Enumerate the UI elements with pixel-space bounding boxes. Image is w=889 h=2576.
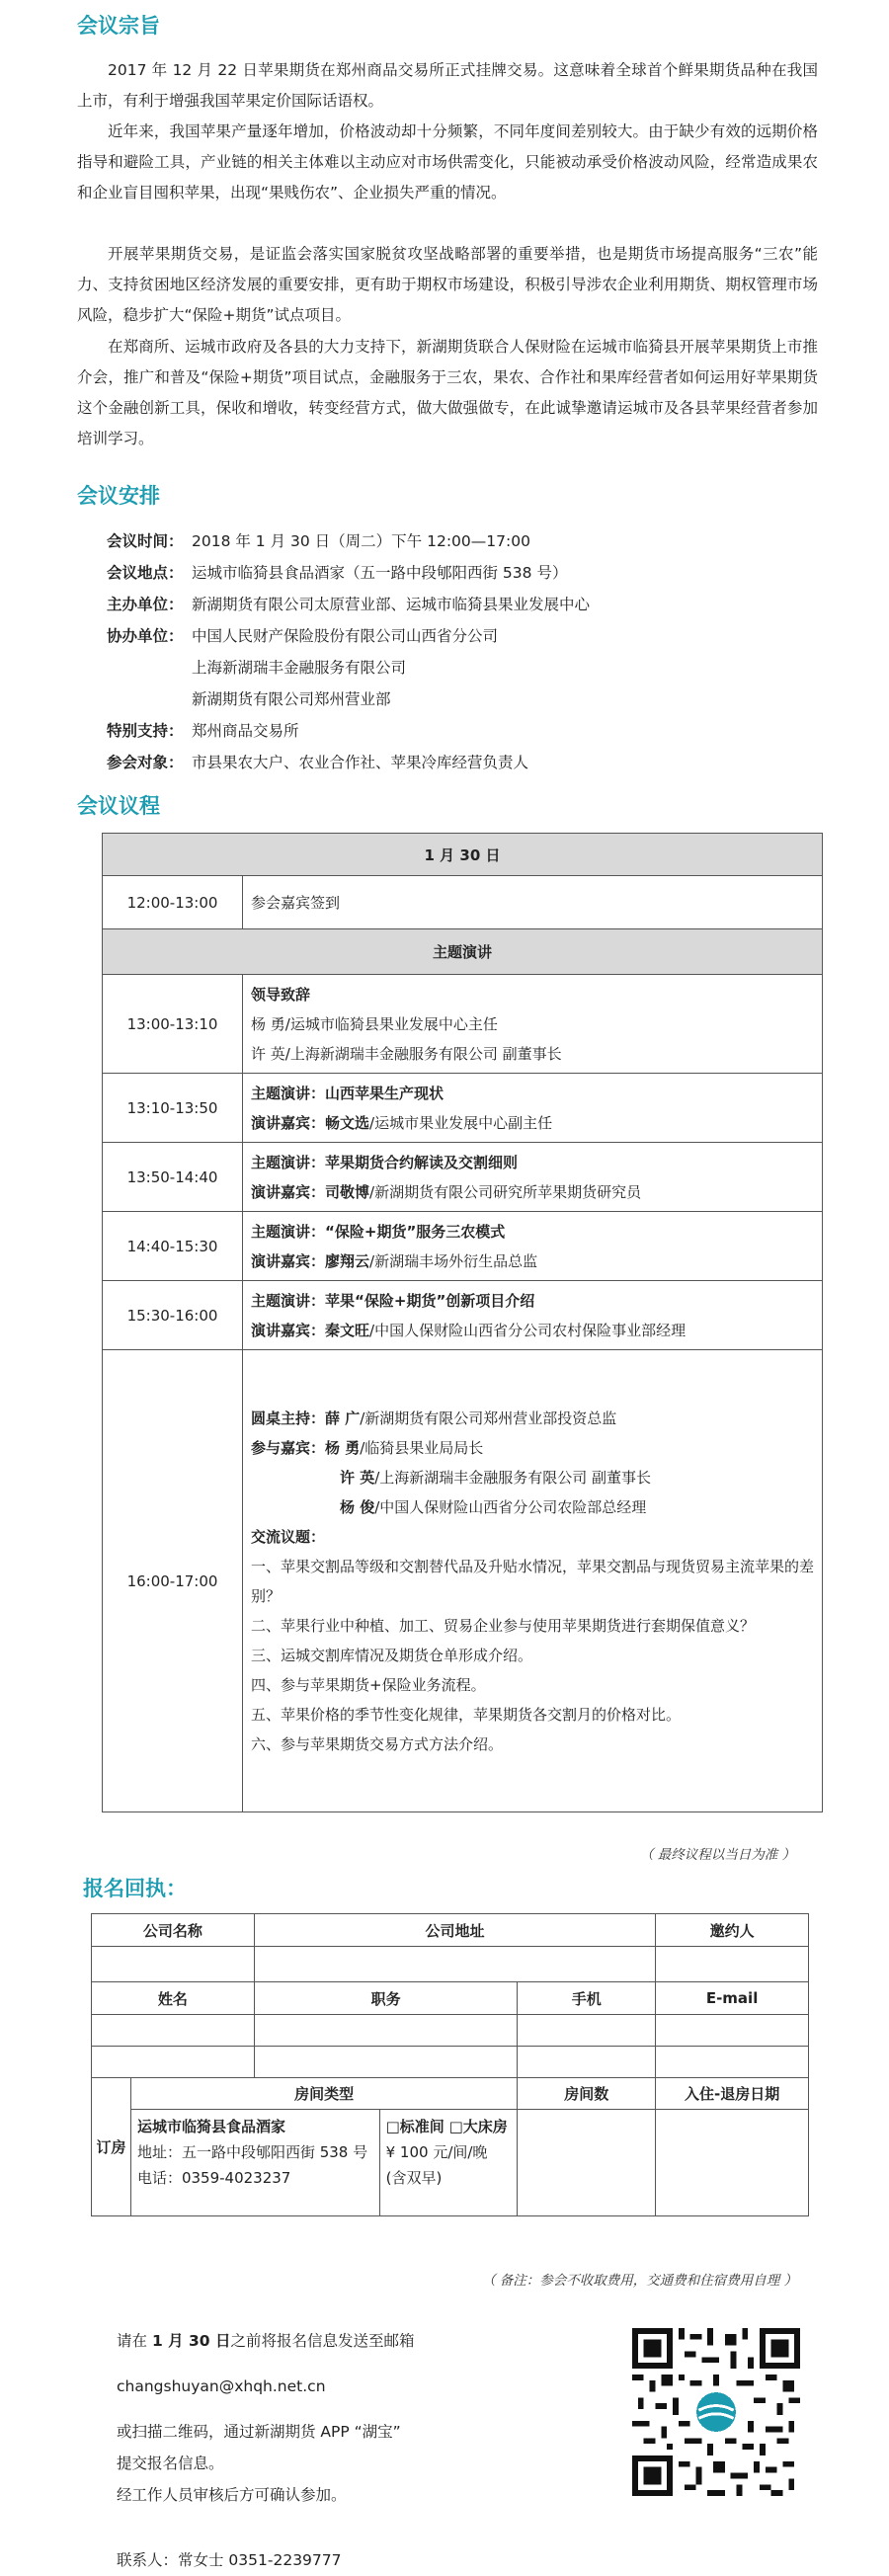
inviter-field[interactable]: [656, 1947, 809, 1982]
room-count-field[interactable]: [518, 2110, 656, 2216]
place-label: 会议地点：: [107, 564, 184, 582]
agenda-time: 15:30-16:00: [103, 1281, 243, 1350]
footer-instructions: 请在 1 月 30 日之前将报名信息发送至邮箱 changshuyan@xhqh.net.cn 或扫描二维码，通过新湖期货 APP “湖宝” 提交报名信息。 经工作人员审核后方可确认参加。 联系人：常女士 0351-2239777: [117, 2325, 415, 2576]
room-type-header: 房间类型: [130, 2078, 517, 2110]
email-field[interactable]: [656, 2047, 809, 2078]
phone-header: 手机: [518, 1982, 656, 2015]
support-value: 郑州商品交易所: [192, 722, 299, 740]
audience-value: 市县果农大户、农业合作社、苹果冷库经营负责人: [192, 754, 529, 771]
host-value: 新湖期货有限公司太原营业部、运城市临猗县果业发展中心: [192, 596, 591, 613]
purpose-paragraph-1: 2017 年 12 月 22 日苹果期货在郑州商品交易所正式挂牌交易。这意味着全球首个鲜果期货品种在我国上市，有利于增强我国苹果定价国际话语权。: [77, 61, 818, 110]
checkin-field[interactable]: [656, 2110, 809, 2216]
hotel-info: 运城市临猗县食品酒家 地址：五一路中段郇阳西街 538 号 电话：0359-4023237: [130, 2110, 379, 2216]
time-label: 会议时间：: [107, 532, 184, 550]
purpose-paragraph-4: 在郑商所、运城市政府及各县的大力支持下，新湖期货联合人保财险在运城市临猗县开展苹果期货上市推介会，推广和普及“保险+期货”项目试点，金融服务于三农，果农、合作社和果库经营者如何运用好苹果期货这个金融创新工具，保收和增收，转变经营方式，做大做强做专，在此诚挚邀请运城市及各县苹果经营者参加培训学习。: [77, 338, 818, 447]
phone-field[interactable]: [518, 2015, 656, 2047]
agenda-time: 16:00-17:00: [103, 1350, 243, 1812]
co-organizer-2: 上海新湖瑞丰金融服务有限公司: [192, 659, 407, 677]
support-label: 特别支持：: [107, 722, 184, 740]
agenda-time: 13:10-13:50: [103, 1074, 243, 1143]
agenda-time: 13:50-14:40: [103, 1143, 243, 1212]
company-address-header: 公司地址: [254, 1914, 655, 1947]
phone-field[interactable]: [518, 2047, 656, 2078]
purpose-paragraph-2: 近年来，我国苹果产量逐年增加，价格波动却十分频繁，不同年度间差别较大。由于缺少有效的远期价格指导和避险工具，产业链的相关主体难以主动应对市场供需变化，只能被动承受价格波动风险，经常造成果农和企业盲目囤积苹果，出现“果贱伤农”、企业损失严重的情况。: [77, 122, 818, 201]
purpose-paragraph-3: 开展苹果期货交易，是证监会落实国家脱贫攻坚战略部署的重要举措，也是期货市场提高服务“三农”能力、支持贫困地区经济发展的重要安排，更有助于期权市场建设，积极引导涉农企业利用期货、期权管理市场风险，稳步扩大“保险+期货”试点项目。: [77, 245, 818, 324]
section-title-registration: 报名回执：: [83, 1877, 187, 1900]
name-field[interactable]: [92, 2047, 255, 2078]
audience-label: 参会对象：: [107, 754, 184, 771]
co-organizer-1: 中国人民财产保险股份有限公司山西省分公司: [192, 627, 499, 645]
place-value: 运城市临猗县食品酒家（五一路中段郇阳西街 538 号）: [192, 564, 568, 582]
position-header: 职务: [254, 1982, 518, 2015]
agenda-session-2: 主题演讲：山西苹果生产现状 演讲嘉宾：畅文选/运城市果业发展中心副主任: [243, 1074, 823, 1143]
email-header: E-mail: [656, 1982, 809, 2015]
co-organizer-3: 新湖期货有限公司郑州营业部: [192, 690, 391, 708]
room-options[interactable]: □标准间 □大床房 ¥ 100 元/间/晚 (含双早): [379, 2110, 518, 2216]
company-name-field[interactable]: [92, 1947, 255, 1982]
checkin-header: 入住-退房日期: [656, 2078, 809, 2110]
room-count-header: 房间数: [518, 2078, 656, 2110]
time-value: 2018 年 1 月 30 日（周二）下午 12:00—17:00: [192, 532, 530, 550]
name-field[interactable]: [92, 2015, 255, 2047]
agenda-date-header: 1 月 30 日: [103, 834, 823, 876]
agenda-roundtable: 圆桌主持：薛 广/新湖期货有限公司郑州营业部投资总监 参与嘉宾：杨 勇/临猗县果业局局长 许 英/上海新湖瑞丰金融服务有限公司 副董事长 杨 俊/中国人保财险山西省分公司农险部总经理 交流议题： 一、苹果交割品等级和交割替代品及升贴水情况，苹果交割品与现货贸易主流苹果的差别？ 二、苹果行业中种植、加工、贸易企业参与使用苹果期货进行套期保值意义？ 三、运城交割库情况及期货仓单形成介绍。 四、参与苹果期货+保险业务流程。 五、苹果价格的季节性变化规律，苹果期货各交割月的价格对比。 六、参与苹果期货交易方式方法介绍。: [243, 1350, 823, 1812]
arrangement-list: [107, 525, 590, 778]
agenda-session-4: 主题演讲：“保险+期货”服务三农模式 演讲嘉宾：廖翔云/新湖瑞丰场外衍生品总监: [243, 1212, 823, 1281]
section-title-agenda: 会议议程: [77, 794, 160, 818]
registration-table: [91, 1913, 809, 2216]
footer-email[interactable]: changshuyan@xhqh.net.cn: [117, 2377, 326, 2395]
footer-contact: 联系人：常女士 0351-2239777: [117, 2551, 342, 2569]
booking-label: 订房: [92, 2078, 131, 2216]
company-address-field[interactable]: [254, 1947, 655, 1982]
agenda-time: 14:40-15:30: [103, 1212, 243, 1281]
qr-code-icon[interactable]: [632, 2328, 800, 2496]
keynote-header: 主题演讲: [103, 929, 823, 975]
agenda-session-3: 主题演讲：苹果期货合约解读及交割细则 演讲嘉宾：司敬博/新湖期货有限公司研究所苹果期货研究员: [243, 1143, 823, 1212]
agenda-table: [102, 833, 823, 1812]
agenda-signin: 参会嘉宾签到: [243, 876, 823, 929]
position-field[interactable]: [254, 2047, 518, 2078]
registration-remark: （ 备注：参会不收取费用，交通费和住宿费用自理 ）: [482, 2273, 798, 2289]
host-label: 主办单位：: [107, 596, 184, 613]
agenda-session-1: 领导致辞 杨 勇/运城市临猗县果业发展中心主任 许 英/上海新湖瑞丰金融服务有限公司 副董事长: [243, 975, 823, 1074]
name-header: 姓名: [92, 1982, 255, 2015]
section-title-arrangement: 会议安排: [77, 484, 160, 508]
standard-room-checkbox[interactable]: □标准间: [385, 2118, 444, 2135]
co-organizer-label: 协办单位：: [107, 627, 184, 645]
agenda-session-5: 主题演讲：苹果“保险+期货”创新项目介绍 演讲嘉宾：秦文旺/中国人保财险山西省分公司农村保险事业部经理: [243, 1281, 823, 1350]
position-field[interactable]: [254, 2015, 518, 2047]
inviter-header: 邀约人: [656, 1914, 809, 1947]
company-name-header: 公司名称: [92, 1914, 255, 1947]
agenda-time: 13:00-13:10: [103, 975, 243, 1074]
email-field[interactable]: [656, 2015, 809, 2047]
agenda-time: 12:00-13:00: [103, 876, 243, 929]
king-room-checkbox[interactable]: □大床房: [448, 2118, 508, 2135]
section-title-purpose: 会议宗旨: [77, 14, 160, 38]
agenda-final-note: （ 最终议程以当日为准 ）: [640, 1847, 796, 1863]
